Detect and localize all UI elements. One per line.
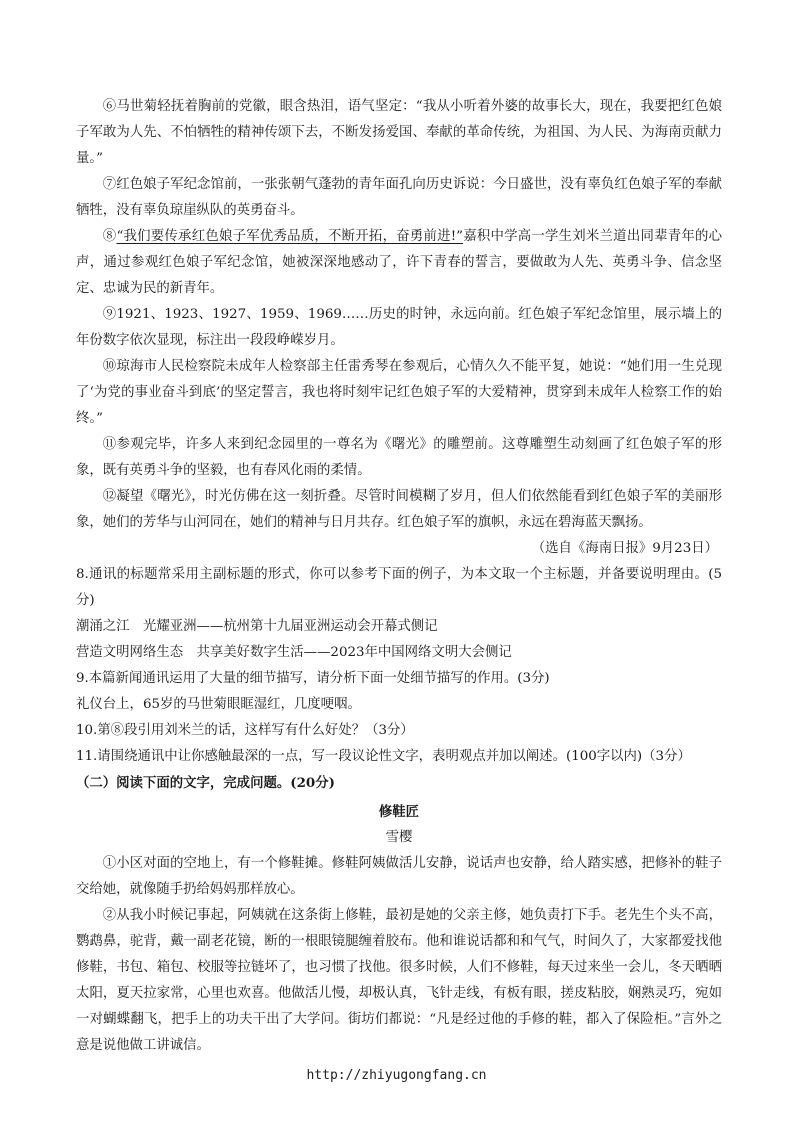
article-paragraph-2: ②从我小时候记事起，阿姨就在这条街上修鞋，最初是她的父亲主修，她负责打下手。老先生个头不高，鹦鹉鼻，驼背，戴一副老花镜，断的一根眼镜腿缠着胶布。他和谁说话都和和气气，时间久了，大家都爱找他修鞋，书包、箱包、校服等拉链坏了，也习惯了找他。很多时候，人们不修鞋，每天过来坐一会儿，冬天晒晒太阳，夏天拉家常，心里也欢喜。他做活儿慢，却极认真，飞针走线，有板有眼，搓皮粘胶，娴熟灵巧，宛如一对蝴蝶翻飞，把手上的功夫干出了大学问。街坊们都说：“凡是经过他的手修的鞋，都入了保险柜。”言外之意是说他做工讲诚信。 <box>76 908 722 1053</box>
paragraph-12: ⑫凝望《曙光》，时光仿佛在这一刻折叠。尽管时间模糊了岁月，但人们依然能看到红色娘子军的美丽形象，她们的芳华与山河同在，她们的精神与日月共存。红色娘子军的旗帜，永远在碧海蓝天飘扬。 <box>76 489 722 530</box>
question-8: 8.通讯的标题常采用主副标题的形式，你可以参考下面的例子，为本文取一个主标题，并备要说明理由。(5分) <box>76 567 722 608</box>
paragraph-7: ⑦红色娘子军纪念馆前，一张张朝气蓬勃的青年面孔向历史诉说：今日盛世，没有辜负红色娘子军的奉献牺牲，没有辜负琼崖纵队的英勇奋斗。 <box>76 177 722 218</box>
paragraph-11: ⑪参观完毕，许多人来到纪念园里的一尊名为《曙光》的雕塑前。这尊雕塑生动刻画了红色娘子军的形象，既有英勇斗争的坚毅，也有春风化雨的柔情。 <box>76 437 722 478</box>
paragraph-10: ⑩琼海市人民检察院未成年人检察部主任雷秀琴在参观后，心情久久不能平复，她说：“她们用一生兑现了‘为党的事业奋斗到底’的坚定誓言，我也将时刻牢记红色娘子军的大爱精神，贯穿到未成年人检察工作的始终。” <box>76 359 722 426</box>
source-note: （选自《海南日报》9月23日） <box>531 541 718 556</box>
question-9: 9.本篇新闻通讯运用了大量的细节描写，请分析下面一处细节描写的作用。(3分) <box>76 671 550 686</box>
paragraph-6: ⑥马世菊轻抚着胸前的党徽，眼含热泪，语气坚定：“我从小听着外婆的故事长大，现在，我要把红色娘子军敢为人先、不怕牺牲的精神传颂下去，不断发扬爱国、奉献的革命传统，为祖国、为人民、为海南贡献力量。” <box>76 99 722 166</box>
question-9-detail: 礼仪台上，65岁的马世菊眼眶湿红，几度哽咽。 <box>76 697 361 712</box>
question-8-example-1: 潮涌之江 光耀亚洲——杭州第十九届亚洲运动会开幕式侧记 <box>76 619 438 634</box>
footer-url: http://zhiyugongfang.cn <box>306 1068 487 1083</box>
paragraph-8 <box>76 224 722 302</box>
paragraph-8-number: ⑧ <box>102 229 117 244</box>
section-2-heading: （二）阅读下面的文字，完成问题。(20分) <box>76 775 335 791</box>
paragraph-9: ⑨1921、1923、1927、1959、1969……历史的时钟，永远向前。红色娘子军纪念馆里，展示墙上的年份数字依次显现，标注出一段段峥嵘岁月。 <box>76 307 722 348</box>
question-10: 10.第⑧段引用刘米兰的话，这样写有什么好处？（3分） <box>76 723 414 738</box>
article-author: 雪樱 <box>385 830 413 845</box>
paragraph-8-quote: “我们要传承红色娘子军优秀品质，不断开拓，奋勇前进!” <box>116 229 463 244</box>
paragraph-8-rest: 嘉积中学高一学生刘米兰道出同辈青年的心声，通过参观红色娘子军纪念馆，她被深深地感动了，许下青春的誓言，要做敢为人先、英勇斗争、信念坚定、忠诚为民的新青年。 <box>76 229 723 296</box>
question-8-example-2: 营造文明网络生态 共享美好数字生活——2023年中国网络文明大会侧记 <box>76 645 512 660</box>
question-11: 11.请围绕通讯中让你感触最深的一点，写一段议论性文字，表明观点并加以阐述。(100字以内)（3分） <box>76 749 691 764</box>
article-title: 修鞋匠 <box>378 804 420 820</box>
document-page <box>76 94 722 1059</box>
article-paragraph-1: ①小区对面的空地上，有一个修鞋摊。修鞋阿姨做活儿安静，说话声也安静，给人踏实感，把修补的鞋子交给她，就像随手扔给妈妈那样放心。 <box>76 856 722 897</box>
